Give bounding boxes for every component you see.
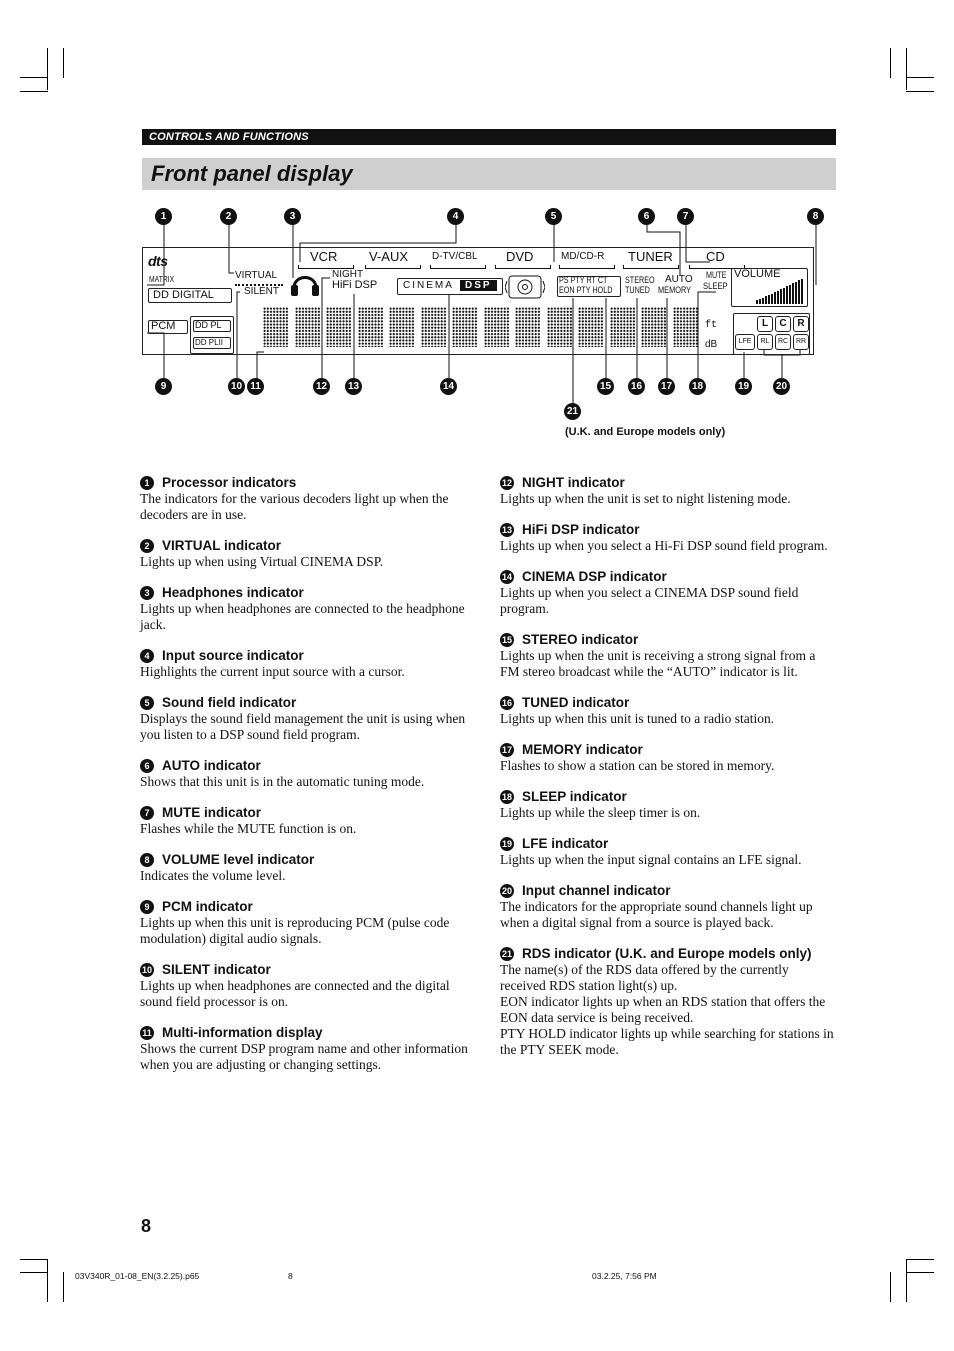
item-number: 4 [140,649,154,663]
input-cursor [623,265,679,269]
item-description: Lights up while the sleep timer is on. [500,805,701,820]
cinema-label: CINEMA [403,280,454,291]
callout-2: 2 [220,208,237,225]
item-hifi-dsp [500,521,836,554]
item-title: LFE indicator [522,836,609,851]
callout-20: 20 [773,378,790,395]
item-description: Lights up when headphones are connected to the headphone jack. [140,601,465,632]
volume-label: VOLUME [734,268,781,280]
item-title: SLEEP indicator [522,789,627,804]
item-title: NIGHT indicator [522,475,625,490]
callout-10: 10 [228,378,245,395]
left-column [140,474,476,1087]
item-description: Lights up when the unit is set to night listening mode. [500,491,791,506]
item-description: Indicates the volume level. [140,868,286,883]
item-silent [140,961,476,1010]
callout-15: 15 [597,378,614,395]
sleep-indicator: SLEEP [703,281,728,291]
headphones-icon [289,270,321,298]
item-title: PCM indicator [162,899,253,914]
item-description: The indicators for the various decoders light up when the decoders are in use. [140,491,449,522]
item-number: 10 [141,965,152,975]
item-description: Displays the sound field management the unit is using when you listen to a DSP sound field program. [140,711,466,742]
item-virtual [140,537,476,570]
item-number: 14 [501,572,512,582]
item-number: 11 [140,1026,154,1040]
digital-label: DD DIGITAL [153,289,214,301]
callout-5: 5 [545,208,562,225]
item-description: Lights up when you select a CINEMA DSP sound field program. [500,585,799,616]
item-title: SILENT indicator [162,962,271,977]
item-number: 12 [501,478,512,488]
item-description: Shows the current DSP program name and other information when you are adjusting or changing settings. [140,1041,468,1072]
input-md-cd-r: MD/CD-R [561,251,605,262]
silent-indicator: SILENT [244,286,280,297]
item-number: 13 [501,525,512,535]
lfe-indicator: LFE [735,334,755,350]
input-cursor [495,265,551,269]
item-title: Sound field indicator [162,695,297,710]
dot-matrix-char [326,307,352,347]
callout-4: 4 [447,208,464,225]
callout-3: 3 [284,208,301,225]
item-input-source [140,647,476,680]
callout-9: 9 [155,378,172,395]
dot-matrix-char [389,307,415,347]
stereo-indicator: STEREO [625,275,655,285]
input-dvd: DVD [506,249,534,264]
item-title: Multi-information display [162,1025,323,1040]
item-title: Input channel indicator [522,883,671,898]
item-processor [140,474,476,523]
footer-datetime: 03.2.25, 7:56 PM [592,1271,657,1281]
input-vcr: VCR [310,249,338,264]
dot-matrix-char [641,307,667,347]
channel-l: L [757,316,773,332]
item-headphones [140,584,476,633]
item-number: 2 [140,539,154,553]
item-rds [500,945,836,1058]
rds-top-label: PS PTY RT CT [559,275,608,285]
callout-1: 1 [155,208,172,225]
dsp-label: DSP [460,280,497,291]
callout-12: 12 [313,378,330,395]
dot-matrix-char [358,307,384,347]
channel-rl: RL [757,334,773,350]
item-number: 19 [501,839,512,849]
hifi-dsp-indicator: HiFi DSP [332,279,378,291]
item-title: STEREO indicator [522,632,639,647]
callout-16: 16 [628,378,645,395]
page-title: Front panel display [151,161,353,186]
auto-indicator: AUTO [665,274,693,285]
db-indicator: dB [705,339,718,350]
matrix-indicator: MATRIX [149,275,175,284]
pl2-label: DD PLII [195,338,224,347]
item-number: 5 [140,696,154,710]
item-title: Input source indicator [162,648,304,663]
item-number: 9 [140,900,154,914]
callout-7: 7 [677,208,694,225]
volume-bars [756,278,804,304]
dot-matrix-char [295,307,321,347]
item-description: Highlights the current input source with a cursor. [140,664,405,679]
input-tuner: TUNER [628,249,673,264]
item-input-channel [500,882,836,931]
item-pcm [140,898,476,947]
page-number: 8 [141,1216,152,1236]
dot-matrix-char [515,307,541,347]
callout-11: 11 [247,378,264,395]
rds-bottom-label: EON PTY HOLD [559,285,613,295]
item-lfe [500,835,836,868]
item-tuned [500,694,836,727]
item-title: VOLUME level indicator [162,852,315,867]
item-number: 16 [501,698,512,708]
ft-indicator: ft [705,320,718,331]
item-description: Lights up when the unit is receiving a strong signal from a FM stereo broadcast while the “AUTO” indicator is lit. [500,648,816,679]
virtual-indicator: VIRTUAL [235,270,278,281]
item-number: 18 [501,792,512,802]
channel-c: C [775,316,791,332]
item-number: 15 [501,635,512,645]
callout-21: 21 [564,403,581,420]
dot-matrix-char [610,307,636,347]
item-description: The indicators for the appropriate sound channels light up when a digital signal from a source is played back. [500,899,813,930]
rds-model-note: (U.K. and Europe models only) [565,426,726,438]
input-d-tv-cbl: D-TV/CBL [432,251,478,262]
input-cd: CD [706,249,725,264]
input-cursor [430,265,486,269]
dot-matrix-char [263,307,289,347]
item-title: CINEMA DSP indicator [522,569,667,584]
memory-indicator: MEMORY [658,285,692,295]
item-description: Lights up when using Virtual CINEMA DSP. [140,554,384,569]
section-header: CONTROLS AND FUNCTIONS [142,129,836,145]
night-indicator: NIGHT [332,269,364,280]
right-column [500,474,836,1072]
item-auto [140,757,476,790]
item-stereo [500,631,836,680]
tuned-indicator: TUNED [625,285,650,295]
front-panel-display [142,247,814,355]
footer-file: 03V340R_01-08_EN(3.2.25).p65 [75,1271,200,1281]
item-description: Flashes while the MUTE function is on. [140,821,357,836]
item-number: 1 [140,476,154,490]
channel-rc: RC [775,334,791,350]
item-description: Flashes to show a station can be stored in memory. [500,758,775,773]
item-number: 20 [501,886,512,896]
item-title: MEMORY indicator [522,742,643,757]
item-mute [140,804,476,837]
item-cinema-dsp [500,568,836,617]
item-number: 21 [501,949,512,959]
item-number: 17 [501,745,512,755]
item-description: Lights up when this unit is reproducing PCM (pulse code modulation) digital audio signals. [140,915,450,946]
item-title: Processor indicators [162,475,297,490]
mute-indicator: MUTE [706,270,727,280]
item-description: Shows that this unit is in the automatic tuning mode. [140,774,425,789]
dot-matrix-char [421,307,447,347]
item-title: HiFi DSP indicator [522,522,640,537]
item-description: The name(s) of the RDS data offered by the currently received RDS station light(s) up. EON indicator lights up when an RDS station that offers the EON data service is being received. PTY HOLD indicator lights up while searching for stations in the PTY SEEK mode. [500,962,834,1057]
item-sound-field [140,694,476,743]
item-number: 7 [140,806,154,820]
item-description: Lights up when this unit is tuned to a radio station. [500,711,775,726]
callout-8: 8 [807,208,824,225]
input-cursor [559,265,615,269]
input-v-aux: V-AUX [369,249,409,264]
input-cursor [298,265,354,269]
item-description: Lights up when the input signal contains an LFE signal. [500,852,802,867]
channel-rr: RR [793,334,809,350]
dot-matrix-char [673,307,699,347]
callout-13: 13 [345,378,362,395]
pl-label: DD PL [195,320,222,330]
callout-18: 18 [689,378,706,395]
item-night [500,474,836,507]
item-description: Lights up when headphones are connected and the digital sound field processor is on. [140,978,450,1009]
callout-14: 14 [440,378,457,395]
dot-matrix-char [547,307,573,347]
item-title: AUTO indicator [162,758,261,773]
item-number: 8 [140,853,154,867]
item-title: TUNED indicator [522,695,630,710]
item-title: VIRTUAL indicator [162,538,282,553]
item-title: RDS indicator (U.K. and Europe models only) [522,946,812,961]
input-cursor [365,265,421,269]
callout-6: 6 [638,208,655,225]
dot-matrix-char [578,307,604,347]
sound-field-icon [505,274,545,300]
dts-logo: dts [148,253,168,269]
item-title: Headphones indicator [162,585,304,600]
callout-17: 17 [658,378,675,395]
item-number: 6 [140,759,154,773]
item-title: MUTE indicator [162,805,262,820]
footer-page: 8 [288,1271,293,1281]
channel-r: R [793,316,809,332]
dot-matrix-char [484,307,510,347]
item-volume [140,851,476,884]
item-memory [500,741,836,774]
item-description: Lights up when you select a Hi-Fi DSP sound field program. [500,538,828,553]
dot-matrix-char [452,307,478,347]
item-multi-info [140,1024,476,1073]
callout-19: 19 [735,378,752,395]
item-sleep [500,788,836,821]
pcm-label: PCM [151,320,176,332]
item-number: 3 [140,586,154,600]
